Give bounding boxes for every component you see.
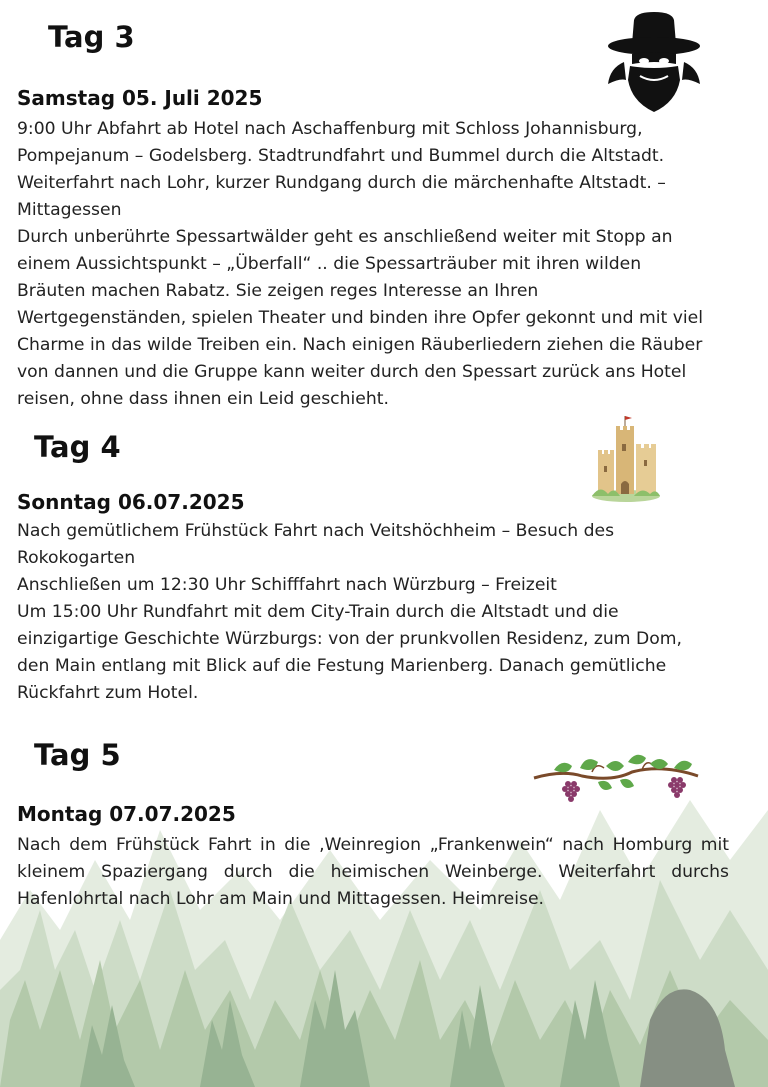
- text-line: Rokokogarten: [17, 548, 136, 568]
- text-line: Charme in das wilde Treiben ein. Nach einigen Räuberliedern ziehen die Räuber: [17, 335, 703, 355]
- tag5-description: Nach dem Frühstück Fahrt in die ‚Weinregion „Frankenwein“ nach Homburg mit kleinem Spaziergang durch die heimischen Weinberge. Weiterfahrt durchs Hafenlohrtal nach Lohr am Main und Mittagessen. Heimreise.: [17, 835, 729, 909]
- tag3-date: Samstag 05. Juli 2025: [17, 86, 263, 110]
- text-line: reisen, ohne dass ihnen ein Leid geschieht.: [17, 389, 389, 409]
- text-line: Anschließen um 12:30 Uhr Schifffahrt nach Würzburg – Freizeit: [17, 575, 557, 595]
- tag3-heading: Tag 3: [48, 20, 135, 54]
- castle-icon: [590, 414, 662, 502]
- tag4-date: Sonntag 06.07.2025: [17, 490, 245, 514]
- text-line: Rückfahrt zum Hotel.: [17, 683, 199, 703]
- text-line: einem Aussichtspunkt – „Überfall“ .. die Spessarträuber mit ihren wilden: [17, 254, 642, 274]
- bandit-icon: [606, 10, 702, 114]
- text-line: Um 15:00 Uhr Rundfahrt mit dem City-Train durch die Altstadt und die: [17, 602, 619, 622]
- tag5-date: Montag 07.07.2025: [17, 802, 236, 826]
- text-line: Mittagessen: [17, 200, 122, 220]
- text-line: Weiterfahrt nach Lohr, kurzer Rundgang durch die märchenhafte Altstadt. –: [17, 173, 666, 193]
- text-line: 9:00 Uhr Abfahrt ab Hotel nach Aschaffenburg mit Schloss Johannisburg,: [17, 119, 643, 139]
- text-line: Nach gemütlichem Frühstück Fahrt nach Veitshöchheim – Besuch des: [17, 521, 615, 541]
- text-line: den Main entlang mit Blick auf die Festung Marienberg. Danach gemütliche: [17, 656, 667, 676]
- text-line: Bräuten machen Rabatz. Sie zeigen reges Interesse an Ihren: [17, 281, 539, 301]
- tag5-heading: Tag 5: [34, 738, 121, 772]
- text-line: einzigartige Geschichte Würzburgs: von der prunkvollen Residenz, zum Dom,: [17, 629, 682, 649]
- tag4-description: [17, 518, 682, 707]
- text-line: Durch unberührte Spessartwälder geht es anschließend weiter mit Stopp an: [17, 227, 673, 247]
- text-line: Wertgegenständen, spielen Theater und binden ihre Opfer gekonnt und mit viel: [17, 308, 703, 328]
- tag4-heading: Tag 4: [34, 430, 121, 464]
- tag3-description: [17, 116, 703, 413]
- text-line: Pompejanum – Godelsberg. Stadtrundfahrt und Bummel durch die Altstadt.: [17, 146, 665, 166]
- grapevine-icon: [532, 742, 700, 806]
- text-line: von dannen und die Gruppe kann weiter durch den Spessart zurück ans Hotel: [17, 362, 687, 382]
